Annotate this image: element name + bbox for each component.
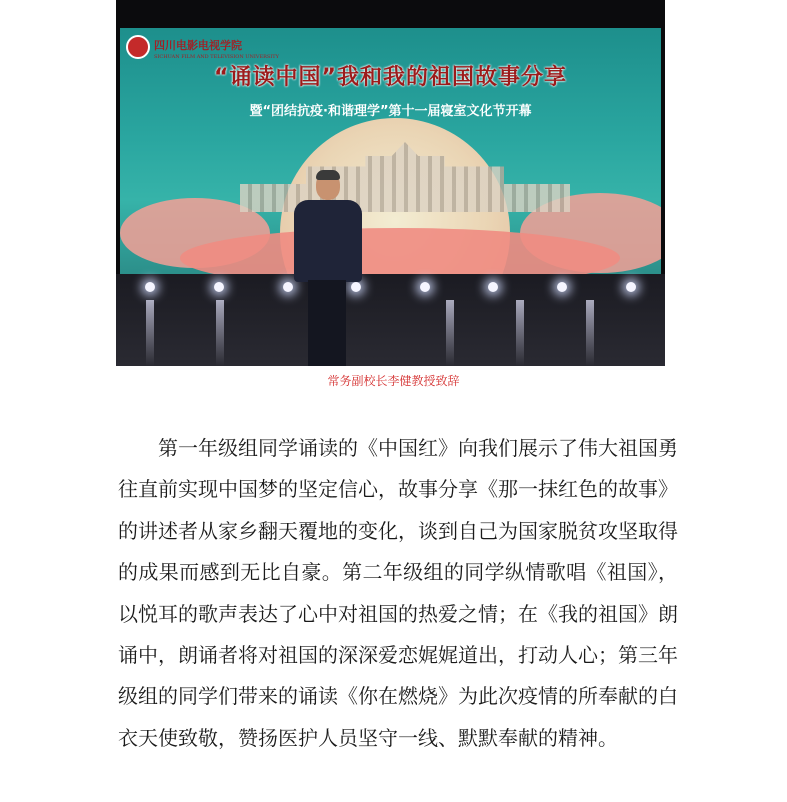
stage-light-icon [283,282,293,292]
screen-subtitle: 暨“团结抗疫·和谐理学”第十一届寝室文化节开幕 [249,104,532,119]
speaker-hair [316,170,340,180]
stage-light-icon [145,282,155,292]
stage-light-icon [557,282,567,292]
stage-light-icon [626,282,636,292]
article-paragraph: 第一年级组同学诵读的《中国红》向我们展示了伟大祖国勇往直前实现中国梦的坚定信心，故事分享《那一抹红色的故事》的讲述者从家乡翻天覆地的变化，谈到自己为国家脱贫攻坚取得的成果而感到无比自豪。第二年级组的同学纵情歌唱《祖国》，以悦耳的歌声表达了心中对祖国的热爱之情；在《我的祖国》朗诵中，朗诵者将对祖国的深深爱恋娓娓道出，打动人心；第三年级组的同学们带来的诵读《你在燃烧》为此次疫情的所奉献的白衣天使致敬，赞扬医护人员坚守一线、默默奉献的精神。 [118,436,678,750]
speaker-jacket [294,200,362,282]
stage-light-strip [116,274,665,300]
logo-text: 四川电影电视学院 [154,39,242,52]
logo-subtext: SICHUAN FILM AND TELEVISION UNIVERSITY [154,54,279,60]
event-photo [116,0,665,366]
school-logo [126,34,279,60]
stage-screen [120,28,661,274]
stage-light-icon [420,282,430,292]
speaker-figure [294,172,360,366]
light-beam [516,300,524,366]
speaker-trousers [308,280,346,366]
school-seal-icon [126,35,150,59]
stage-light-icon [488,282,498,292]
building-graphic [240,142,570,212]
light-beam [446,300,454,366]
stage-light-icon [214,282,224,292]
stage-floor [116,274,665,366]
light-beam [586,300,594,366]
photo-caption: 常务副校长李健教授致辞 [327,374,460,388]
screen-title: “诵读中国”我和我的祖国故事分享 [214,65,567,90]
light-beam [146,300,154,366]
article-body [118,428,678,759]
light-beam [216,300,224,366]
